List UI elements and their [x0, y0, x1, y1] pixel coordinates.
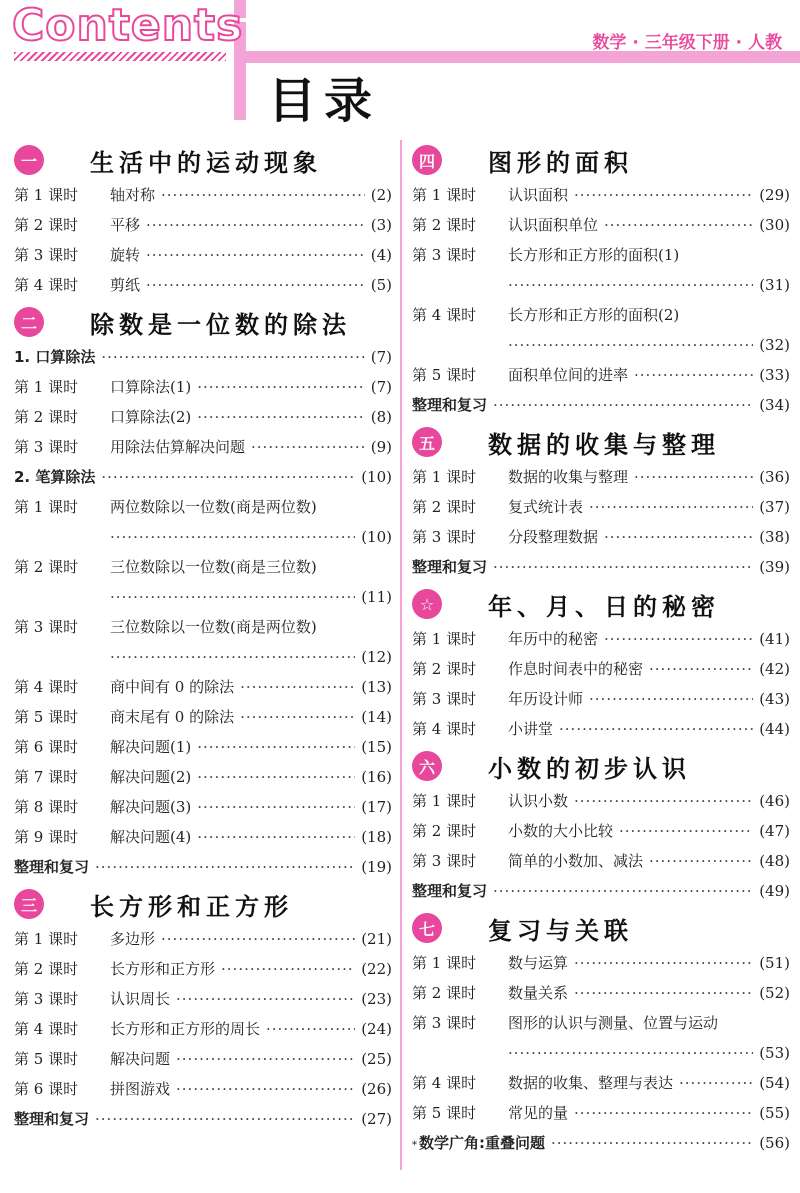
toc-lesson-row[interactable]: [14, 402, 392, 432]
lesson-number: 第 5 课时: [14, 1050, 79, 1068]
lesson-number: 第 1 课时: [412, 792, 477, 810]
dot-leader: [146, 240, 365, 270]
dot-leader: [95, 1104, 355, 1134]
lesson-title: 长方形和正方形的面积(2): [508, 306, 680, 324]
page-number: (42): [759, 660, 790, 678]
toc-lesson-row[interactable]: [412, 522, 790, 552]
dot-leader: [574, 180, 753, 210]
toc-section-row[interactable]: [412, 876, 790, 906]
lesson-number: 第 3 课时: [14, 618, 79, 636]
toc-section-row[interactable]: [14, 1104, 392, 1134]
toc-lesson-row[interactable]: [412, 300, 790, 330]
lesson-title: 常见的量: [508, 1104, 569, 1122]
toc-lesson-row[interactable]: [412, 948, 790, 978]
unit-number-badge: 三: [14, 889, 44, 919]
page-number: (31): [759, 276, 790, 294]
lesson-title: 长方形和正方形: [110, 960, 216, 978]
page-number: (33): [759, 366, 790, 384]
lesson-number: 第 6 课时: [14, 1080, 79, 1098]
lesson-title: 图形的认识与测量、位置与运动: [508, 1014, 719, 1032]
dot-leader: [551, 1128, 753, 1158]
dot-leader: [176, 1044, 355, 1074]
dot-leader: [493, 552, 753, 582]
toc-lesson-row[interactable]: [412, 462, 790, 492]
toc-lesson-row[interactable]: [14, 702, 392, 732]
unit-title: 复习与关联: [488, 916, 633, 945]
lesson-number: 第 6 课时: [14, 738, 79, 756]
lesson-number: 第 2 课时: [14, 408, 79, 426]
unit-number-badge: 五: [412, 427, 442, 457]
lesson-number: 第 2 课时: [14, 960, 79, 978]
dot-leader: [197, 792, 355, 822]
unit-title: 图形的面积: [488, 148, 633, 177]
lesson-title: 复式统计表: [508, 498, 584, 516]
lesson-number: 第 2 课时: [14, 558, 79, 576]
lesson-title: 两位数除以一位数(商是两位数): [110, 498, 317, 516]
toc-lesson-row[interactable]: [412, 714, 790, 744]
lesson-number: 第 4 课时: [14, 1020, 79, 1038]
section-title: 整理和复习: [412, 882, 488, 900]
lesson-number: 第 2 课时: [412, 216, 477, 234]
toc-lesson-continuation: [412, 1038, 790, 1068]
lesson-number: 第 2 课时: [412, 498, 477, 516]
unit-heading: [412, 908, 790, 948]
dot-leader: [146, 210, 365, 240]
page-number: (10): [361, 468, 392, 486]
lesson-number: 第 4 课时: [412, 306, 477, 324]
lesson-title: 解决问题(4): [110, 828, 192, 846]
header-hatch-stripe: [14, 52, 226, 61]
toc-lesson-row[interactable]: [14, 612, 392, 642]
page-number: (5): [370, 276, 392, 294]
page-number: (17): [361, 798, 392, 816]
page-number: (56): [759, 1134, 790, 1152]
lesson-title: 长方形和正方形的周长: [110, 1020, 261, 1038]
page-number: (19): [361, 858, 392, 876]
toc-lesson-continuation: [14, 522, 392, 552]
toc-lesson-row[interactable]: [412, 1098, 790, 1128]
lesson-number: 第 1 课时: [412, 468, 477, 486]
toc-lesson-row[interactable]: [14, 924, 392, 954]
lesson-title: 分段整理数据: [508, 528, 599, 546]
unit-title: 小数的初步认识: [488, 754, 691, 783]
unit-title: 年、月、日的秘密: [488, 592, 720, 621]
lesson-number: 第 5 课时: [412, 366, 477, 384]
page-number: (13): [361, 678, 392, 696]
toc-lesson-row[interactable]: [412, 654, 790, 684]
dot-leader: [266, 1014, 355, 1044]
lesson-title: 多边形: [110, 930, 156, 948]
page-number: (3): [370, 216, 392, 234]
page-header: [0, 0, 800, 130]
dot-leader: [101, 462, 355, 492]
lesson-title: 认识面积: [508, 186, 569, 204]
dot-leader: [604, 210, 753, 240]
lesson-title: 解决问题: [110, 1050, 171, 1068]
lesson-number: 第 5 课时: [412, 1104, 477, 1122]
unit-title: 生活中的运动现象: [90, 148, 322, 177]
unit-heading: [412, 746, 790, 786]
unit-heading: [14, 140, 392, 180]
toc-lesson-continuation: [14, 582, 392, 612]
lesson-title: 年历设计师: [508, 690, 584, 708]
toc-lesson-row[interactable]: [14, 240, 392, 270]
toc-lesson-row[interactable]: [14, 270, 392, 300]
page-number: (8): [370, 408, 392, 426]
lesson-title: 数据的收集与整理: [508, 468, 629, 486]
page-number: (10): [361, 528, 392, 546]
unit-title: 除数是一位数的除法: [90, 310, 351, 339]
lesson-number: 第 7 课时: [14, 768, 79, 786]
page-number: (30): [759, 216, 790, 234]
lesson-title: 作息时间表中的秘密: [508, 660, 644, 678]
toc-lesson-row[interactable]: [14, 1014, 392, 1044]
dot-leader: [574, 948, 753, 978]
dot-leader: [589, 684, 753, 714]
lesson-title: 面积单位间的进率: [508, 366, 629, 384]
toc-lesson-row[interactable]: [14, 492, 392, 522]
page-number: (47): [759, 822, 790, 840]
dot-leader: [110, 642, 355, 672]
dot-leader: [240, 702, 355, 732]
toc-lesson-row[interactable]: [14, 822, 392, 852]
toc-lesson-row[interactable]: [412, 816, 790, 846]
unit-number-badge: 二: [14, 307, 44, 337]
page-number: (37): [759, 498, 790, 516]
dot-leader: [197, 822, 355, 852]
page-number: (55): [759, 1104, 790, 1122]
section-title: 整理和复习: [14, 858, 90, 876]
toc-left-column: [14, 138, 392, 1134]
lesson-number: 第 1 课时: [412, 630, 477, 648]
lesson-title: 解决问题(1): [110, 738, 192, 756]
unit-title: 长方形和正方形: [90, 892, 293, 921]
lesson-number: 第 9 课时: [14, 828, 79, 846]
page-number: (34): [759, 396, 790, 414]
lesson-title: 认识周长: [110, 990, 171, 1008]
lesson-title: 认识小数: [508, 792, 569, 810]
page-number: (21): [361, 930, 392, 948]
dot-leader: [161, 924, 355, 954]
page-number: (24): [361, 1020, 392, 1038]
asterisk-mark: *: [412, 1140, 417, 1151]
lesson-title: 拼图游戏: [110, 1080, 171, 1098]
toc-lesson-row[interactable]: [14, 180, 392, 210]
unit-heading: [14, 302, 392, 342]
dot-leader: [110, 522, 355, 552]
page-number: (7): [370, 348, 392, 366]
lesson-title: 认识面积单位: [508, 216, 599, 234]
toc-lesson-row[interactable]: [412, 360, 790, 390]
lesson-number: 第 4 课时: [14, 678, 79, 696]
dot-leader: [251, 432, 365, 462]
lesson-number: 第 2 课时: [14, 216, 79, 234]
toc-section-row[interactable]: [14, 462, 392, 492]
section-title: 整理和复习: [412, 396, 488, 414]
toc-lesson-row[interactable]: [14, 1044, 392, 1074]
page-number: (29): [759, 186, 790, 204]
toc-right-column: [412, 138, 790, 1158]
lesson-number: 第 3 课时: [412, 528, 477, 546]
toc-lesson-continuation: [412, 270, 790, 300]
lesson-number: 第 8 课时: [14, 798, 79, 816]
lesson-number: 第 1 课时: [14, 498, 79, 516]
page-number: (25): [361, 1050, 392, 1068]
lesson-number: 第 1 课时: [14, 378, 79, 396]
lesson-title: 轴对称: [110, 186, 156, 204]
toc-lesson-row[interactable]: [412, 978, 790, 1008]
lesson-title: 旋转: [110, 246, 141, 264]
page-number: (14): [361, 708, 392, 726]
lesson-title: 数与运算: [508, 954, 569, 972]
lesson-number: 第 2 课时: [412, 822, 477, 840]
toc-lesson-row[interactable]: [14, 732, 392, 762]
lesson-number: 第 3 课时: [412, 1014, 477, 1032]
lesson-title: 长方形和正方形的面积(1): [508, 246, 680, 264]
dot-leader: [101, 342, 364, 372]
section-title: 整理和复习: [14, 1110, 90, 1128]
lesson-title: 口算除法(1): [110, 378, 192, 396]
unit-heading: [412, 422, 790, 462]
toc-lesson-row[interactable]: [412, 624, 790, 654]
dot-leader: [589, 492, 753, 522]
page-number: (54): [759, 1074, 790, 1092]
dot-leader: [493, 390, 753, 420]
dot-leader: [110, 582, 355, 612]
toc-lesson-row[interactable]: [14, 762, 392, 792]
lesson-number: 第 3 课时: [14, 438, 79, 456]
lesson-number: 第 1 课时: [412, 186, 477, 204]
unit-heading: [412, 140, 790, 180]
page-number: (26): [361, 1080, 392, 1098]
toc-lesson-continuation: [412, 330, 790, 360]
lesson-title: 数据的收集、整理与表达: [508, 1074, 674, 1092]
section-title: 1. 口算除法: [14, 348, 96, 366]
unit-number-badge: 七: [412, 913, 442, 943]
lesson-title: 三位数除以一位数(商是三位数): [110, 558, 317, 576]
page-number: (32): [759, 336, 790, 354]
lesson-number: 第 1 课时: [14, 930, 79, 948]
toc-section-row[interactable]: [412, 1128, 790, 1158]
lesson-title: 剪纸: [110, 276, 141, 294]
unit-number-badge: 六: [412, 751, 442, 781]
lesson-number: 第 3 课时: [14, 990, 79, 1008]
page-number: (44): [759, 720, 790, 738]
unit-heading: [412, 584, 790, 624]
dot-leader: [634, 462, 753, 492]
dot-leader: [493, 876, 753, 906]
toc-lesson-row[interactable]: [14, 792, 392, 822]
toc-lesson-row[interactable]: [412, 492, 790, 522]
dot-leader: [240, 672, 355, 702]
lesson-title: 平移: [110, 216, 141, 234]
lesson-title: 小数的大小比较: [508, 822, 614, 840]
dot-leader: [679, 1068, 753, 1098]
page-number: (23): [361, 990, 392, 1008]
lesson-number: 第 3 课时: [14, 246, 79, 264]
page-number: (41): [759, 630, 790, 648]
column-divider: [400, 140, 402, 1170]
dot-leader: [508, 270, 753, 300]
page-number: (51): [759, 954, 790, 972]
dot-leader: [649, 654, 753, 684]
page-number: (9): [370, 438, 392, 456]
toc-lesson-row[interactable]: [412, 846, 790, 876]
unit-heading: [14, 884, 392, 924]
dot-leader: [176, 984, 355, 1014]
dot-leader: [146, 270, 365, 300]
dot-leader: [197, 372, 365, 402]
dot-leader: [197, 402, 365, 432]
dot-leader: [508, 1038, 753, 1068]
page-number: (7): [370, 378, 392, 396]
dot-leader: [508, 330, 753, 360]
lesson-title: 解决问题(2): [110, 768, 192, 786]
dot-leader: [197, 732, 355, 762]
toc-lesson-row[interactable]: [14, 984, 392, 1014]
dot-leader: [221, 954, 355, 984]
dot-leader: [604, 624, 753, 654]
dot-leader: [619, 816, 753, 846]
lesson-title: 三位数除以一位数(商是两位数): [110, 618, 317, 636]
lesson-title: 简单的小数加、减法: [508, 852, 644, 870]
lesson-number: 第 4 课时: [412, 720, 477, 738]
lesson-number: 第 1 课时: [412, 954, 477, 972]
toc-section-row[interactable]: [14, 342, 392, 372]
page-number: (53): [759, 1044, 790, 1062]
lesson-title: 商中间有 0 的除法: [110, 678, 235, 696]
page-title: 目录: [268, 73, 381, 129]
toc-lesson-row[interactable]: [412, 210, 790, 240]
toc-lesson-row[interactable]: [14, 1074, 392, 1104]
lesson-title: 小讲堂: [508, 720, 554, 738]
dot-leader: [176, 1074, 355, 1104]
lesson-title: 商末尾有 0 的除法: [110, 708, 235, 726]
toc-lesson-row[interactable]: [14, 552, 392, 582]
lesson-title: 年历中的秘密: [508, 630, 599, 648]
lesson-number: 第 3 课时: [412, 690, 477, 708]
lesson-title: 解决问题(3): [110, 798, 192, 816]
dot-leader: [649, 846, 753, 876]
toc-lesson-row[interactable]: [14, 954, 392, 984]
page-number: (18): [361, 828, 392, 846]
page-number: (2): [370, 186, 392, 204]
toc-section-row[interactable]: [412, 390, 790, 420]
toc-section-row[interactable]: [14, 852, 392, 882]
page-number: (11): [361, 588, 392, 606]
page-number: (48): [759, 852, 790, 870]
page-number: (39): [759, 558, 790, 576]
page-number: (43): [759, 690, 790, 708]
toc-section-row[interactable]: [412, 552, 790, 582]
dot-leader: [559, 714, 753, 744]
dot-leader: [197, 762, 355, 792]
toc-lesson-row[interactable]: [14, 210, 392, 240]
lesson-number: 第 2 课时: [412, 660, 477, 678]
lesson-number: 第 4 课时: [412, 1074, 477, 1092]
unit-number-badge: 一: [14, 145, 44, 175]
toc-lesson-row[interactable]: [412, 1068, 790, 1098]
page-number: (15): [361, 738, 392, 756]
lesson-number: 第 5 课时: [14, 708, 79, 726]
page-number: (12): [361, 648, 392, 666]
toc-lesson-row[interactable]: [412, 684, 790, 714]
page-number: (16): [361, 768, 392, 786]
page-number: (36): [759, 468, 790, 486]
page-number: (46): [759, 792, 790, 810]
page-number: (4): [370, 246, 392, 264]
dot-leader: [634, 360, 753, 390]
dot-leader: [161, 180, 365, 210]
dot-leader: [95, 852, 355, 882]
page-number: (49): [759, 882, 790, 900]
lesson-number: 第 2 课时: [412, 984, 477, 1002]
lesson-number: 第 3 课时: [412, 246, 477, 264]
page-number: (52): [759, 984, 790, 1002]
toc-lesson-row[interactable]: [412, 1008, 790, 1038]
unit-title: 数据的收集与整理: [488, 430, 720, 459]
unit-number-badge: ☆: [412, 589, 442, 619]
page-number: (27): [361, 1110, 392, 1128]
toc-lesson-continuation: [14, 642, 392, 672]
toc-lesson-row[interactable]: [14, 672, 392, 702]
lesson-number: 第 4 课时: [14, 276, 79, 294]
page-number: (22): [361, 960, 392, 978]
page-number: (38): [759, 528, 790, 546]
toc-lesson-row[interactable]: [14, 372, 392, 402]
lesson-title: 口算除法(2): [110, 408, 192, 426]
subject-label: 数学 · 三年级下册 · 人教: [592, 33, 782, 53]
toc-lesson-row[interactable]: [412, 786, 790, 816]
toc-lesson-row[interactable]: [14, 432, 392, 462]
toc-lesson-row[interactable]: [412, 180, 790, 210]
section-title: 数学广角:重叠问题: [419, 1134, 545, 1152]
unit-number-badge: 四: [412, 145, 442, 175]
dot-leader: [604, 522, 753, 552]
section-title: 整理和复习: [412, 558, 488, 576]
dot-leader: [574, 978, 753, 1008]
toc-lesson-row[interactable]: [412, 240, 790, 270]
lesson-number: 第 3 课时: [412, 852, 477, 870]
dot-leader: [574, 1098, 753, 1128]
dot-leader: [574, 786, 753, 816]
lesson-title: 数量关系: [508, 984, 569, 1002]
contents-word: Contents: [12, 0, 244, 51]
lesson-title: 用除法估算解决问题: [110, 438, 246, 456]
section-title: 2. 笔算除法: [14, 468, 96, 486]
lesson-number: 第 1 课时: [14, 186, 79, 204]
